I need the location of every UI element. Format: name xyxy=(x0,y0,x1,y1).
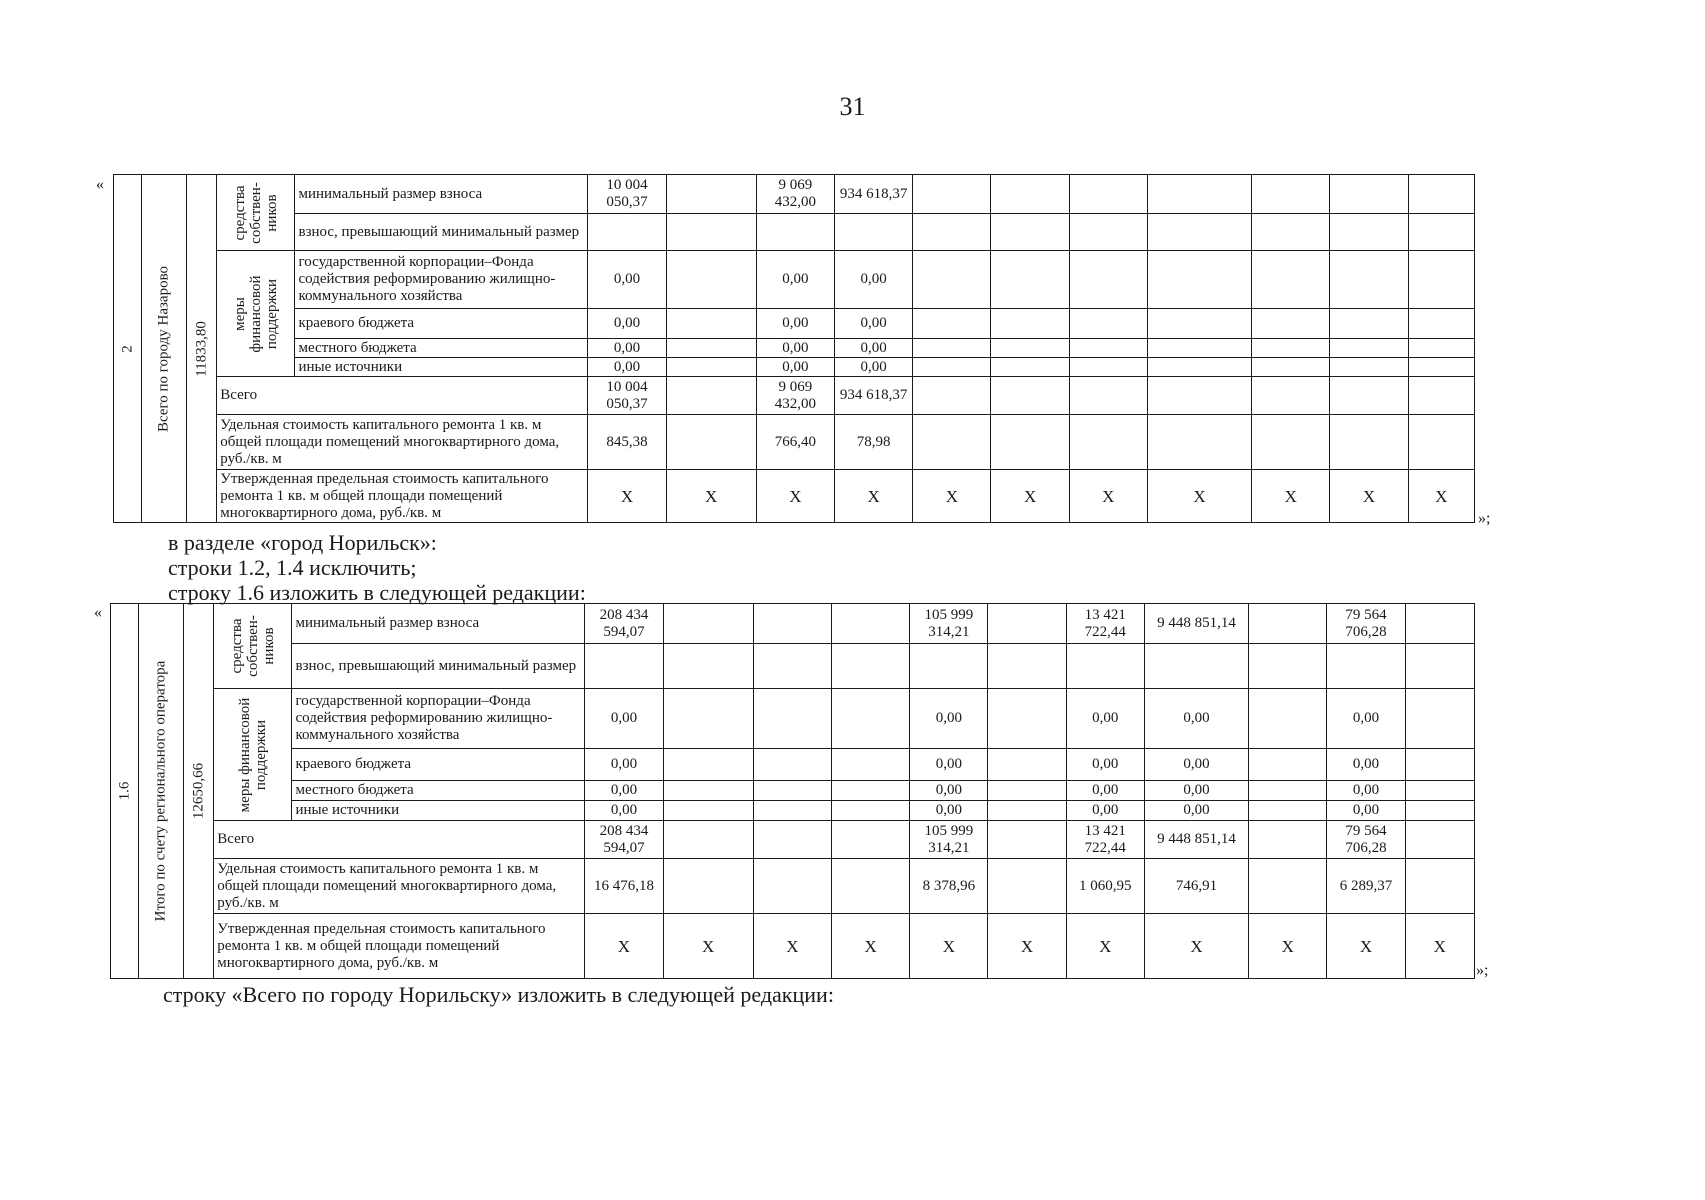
value-total: 845,38 xyxy=(588,415,666,470)
value-col2: 0,00 xyxy=(756,358,834,377)
owners-group-label: средства собствен-ников xyxy=(228,615,277,677)
row-number: 2 xyxy=(119,344,136,353)
x-mark: Х xyxy=(588,470,666,523)
value-col3: 0,00 xyxy=(835,309,913,339)
value-col7: 0,00 xyxy=(1144,689,1248,749)
x-mark: Х xyxy=(1408,470,1474,523)
label-other-sources: иные источники xyxy=(295,358,588,377)
value-col9: 79 564 706,28 xyxy=(1327,604,1405,644)
x-mark: Х xyxy=(913,470,991,523)
value-col4: 8 378,96 xyxy=(910,859,988,914)
value-col2: 0,00 xyxy=(756,309,834,339)
x-mark: Х xyxy=(1144,914,1248,979)
value-col3: 0,00 xyxy=(835,358,913,377)
table-row xyxy=(111,801,1475,821)
value-col2: 0,00 xyxy=(756,339,834,358)
value-col4: 0,00 xyxy=(910,781,988,801)
value-col6: 0,00 xyxy=(1066,781,1144,801)
value-col3: 78,98 xyxy=(835,415,913,470)
support-group-cell xyxy=(217,251,295,377)
label-total: Всего xyxy=(214,821,585,859)
value-col2: 9 069 432,00 xyxy=(756,377,834,415)
x-mark: Х xyxy=(835,470,913,523)
value-total: 0,00 xyxy=(588,339,666,358)
paragraph-row-1-6: строку 1.6 изложить в следующей редакции: xyxy=(168,580,586,605)
table-row xyxy=(114,309,1475,339)
label-krai-budget: краевого бюджета xyxy=(295,309,588,339)
label-krai-budget: краевого бюджета xyxy=(292,749,585,781)
table-row xyxy=(114,175,1475,214)
x-mark: Х xyxy=(1147,470,1251,523)
area-cell xyxy=(187,175,217,523)
value-total: 16 476,18 xyxy=(585,859,663,914)
value-col6: 1 060,95 xyxy=(1066,859,1144,914)
table-row xyxy=(114,358,1475,377)
label-other-sources: иные источники xyxy=(292,801,585,821)
label-unit-cost: Удельная стоимость капитального ремонта 1 кв. м общей площади помещений многоквартирного дома, руб./кв. м xyxy=(214,859,585,914)
table-nazarovo xyxy=(113,174,1475,523)
support-group-label: меры финансовой поддержки xyxy=(231,274,280,353)
table-row xyxy=(111,644,1475,689)
table-row xyxy=(114,377,1475,415)
label-limit-cost: Утвержденная предельная стоимость капитального ремонта 1 кв. м общей площади помещений многоквартирного дома, руб./кв. м xyxy=(217,470,588,523)
row-number-cell xyxy=(114,175,142,523)
value-col2: 9 069 432,00 xyxy=(756,175,834,214)
x-mark: Х xyxy=(988,914,1066,979)
table-row xyxy=(114,470,1475,523)
value-total: 208 434 594,07 xyxy=(585,821,663,859)
x-mark: Х xyxy=(756,470,834,523)
page-number: 31 xyxy=(839,92,866,121)
x-mark: Х xyxy=(832,914,910,979)
support-group-label: меры финансовой поддержки xyxy=(236,697,269,812)
table-row xyxy=(111,749,1475,781)
row-number-cell xyxy=(111,604,139,979)
opening-quote: « xyxy=(94,604,102,621)
label-over-contribution: взнос, превышающий минимальный размер xyxy=(292,644,585,689)
x-mark: Х xyxy=(1249,914,1327,979)
value-col4: 0,00 xyxy=(910,689,988,749)
row-number: 1.6 xyxy=(116,781,133,801)
value-col4: 0,00 xyxy=(910,749,988,781)
label-over-contribution: взнос, превышающий минимальный размер xyxy=(295,214,588,251)
value-col9: 6 289,37 xyxy=(1327,859,1405,914)
paragraph-section-norilsk: в разделе «город Норильск»: xyxy=(168,530,437,555)
x-mark: Х xyxy=(1069,470,1147,523)
value-col9: 0,00 xyxy=(1327,781,1405,801)
row-name-cell xyxy=(142,175,187,523)
row-name: Всего по городу Назарово xyxy=(155,265,172,432)
area-value: 11833,80 xyxy=(193,320,210,377)
owners-group-cell xyxy=(214,604,292,689)
x-mark: Х xyxy=(910,914,988,979)
table-regional-operator xyxy=(110,603,1475,979)
value-col6: 13 421 722,44 xyxy=(1066,821,1144,859)
value-col3: 934 618,37 xyxy=(835,175,913,214)
table-row xyxy=(111,859,1475,914)
table-row xyxy=(114,251,1475,309)
area-cell xyxy=(184,604,214,979)
label-min-contribution: минимальный размер взноса xyxy=(292,604,585,644)
value-col7: 0,00 xyxy=(1144,801,1248,821)
value-col9: 0,00 xyxy=(1327,801,1405,821)
value-total: 0,00 xyxy=(588,251,666,309)
value-total: 0,00 xyxy=(585,801,663,821)
table-row xyxy=(111,781,1475,801)
value-col9: 79 564 706,28 xyxy=(1327,821,1405,859)
value-col9: 0,00 xyxy=(1327,689,1405,749)
value-col6: 0,00 xyxy=(1066,689,1144,749)
value-col3: 934 618,37 xyxy=(835,377,913,415)
value-col7: 0,00 xyxy=(1144,781,1248,801)
value-total: 10 004 050,37 xyxy=(588,175,666,214)
paragraph-total-norilsk: строку «Всего по городу Норильску» изложить в следующей редакции: xyxy=(163,982,834,1007)
row-name: Итого по счету регионального оператора xyxy=(152,660,169,922)
value-col7: 9 448 851,14 xyxy=(1144,821,1248,859)
table-row xyxy=(111,821,1475,859)
area-value: 12650,66 xyxy=(190,762,207,820)
table-row xyxy=(114,214,1475,251)
table-row xyxy=(114,415,1475,470)
x-mark: Х xyxy=(753,914,831,979)
value-col4: 105 999 314,21 xyxy=(910,821,988,859)
row-name-cell xyxy=(139,604,184,979)
value-total: 0,00 xyxy=(585,781,663,801)
closing-quote: »; xyxy=(1476,962,1489,979)
x-mark: Х xyxy=(663,914,753,979)
value-col9: 0,00 xyxy=(1327,749,1405,781)
label-local-budget: местного бюджета xyxy=(292,781,585,801)
table-row xyxy=(111,914,1475,979)
value-col2: 766,40 xyxy=(756,415,834,470)
value-col3: 0,00 xyxy=(835,251,913,309)
value-col6: 0,00 xyxy=(1066,801,1144,821)
x-mark: Х xyxy=(1330,470,1408,523)
paragraph-exclude-rows: строки 1.2, 1.4 исключить; xyxy=(168,555,417,580)
x-mark: Х xyxy=(1405,914,1474,979)
table-row xyxy=(111,689,1475,749)
value-col4: 0,00 xyxy=(910,801,988,821)
support-group-cell xyxy=(214,689,292,821)
label-local-budget: местного бюджета xyxy=(295,339,588,358)
label-limit-cost: Утвержденная предельная стоимость капитального ремонта 1 кв. м общей площади помещений многоквартирного дома, руб./кв. м xyxy=(214,914,585,979)
x-mark: Х xyxy=(666,470,756,523)
x-mark: Х xyxy=(1066,914,1144,979)
x-mark: Х xyxy=(1327,914,1405,979)
label-unit-cost: Удельная стоимость капитального ремонта 1 кв. м общей площади помещений многоквартирного дома, руб./кв. м xyxy=(217,415,588,470)
value-total: 0,00 xyxy=(585,689,663,749)
value-total: 0,00 xyxy=(588,358,666,377)
label-total: Всего xyxy=(217,377,588,415)
value-col6: 0,00 xyxy=(1066,749,1144,781)
x-mark: Х xyxy=(1252,470,1330,523)
value-col6: 13 421 722,44 xyxy=(1066,604,1144,644)
closing-quote: »; xyxy=(1478,510,1491,527)
value-col2: 0,00 xyxy=(756,251,834,309)
label-min-contribution: минимальный размер взноса xyxy=(295,175,588,214)
value-total: 10 004 050,37 xyxy=(588,377,666,415)
x-mark: Х xyxy=(991,470,1069,523)
opening-quote: « xyxy=(96,176,104,193)
value-col4: 105 999 314,21 xyxy=(910,604,988,644)
value-col7: 746,91 xyxy=(1144,859,1248,914)
value-total: 0,00 xyxy=(588,309,666,339)
table-row xyxy=(111,604,1475,644)
table-row xyxy=(114,339,1475,358)
label-fund: государственной корпорации–Фонда содействия реформированию жилищно-коммунального хозяйства xyxy=(295,251,588,309)
owners-group-cell xyxy=(217,175,295,251)
x-mark: Х xyxy=(585,914,663,979)
owners-group-label: средства собствен-ников xyxy=(231,181,280,244)
value-col7: 0,00 xyxy=(1144,749,1248,781)
label-fund: государственной корпорации–Фонда содействия реформированию жилищно-коммунального хозяйства xyxy=(292,689,585,749)
value-total: 0,00 xyxy=(585,749,663,781)
value-col3: 0,00 xyxy=(835,339,913,358)
value-col7: 9 448 851,14 xyxy=(1144,604,1248,644)
value-total: 208 434 594,07 xyxy=(585,604,663,644)
